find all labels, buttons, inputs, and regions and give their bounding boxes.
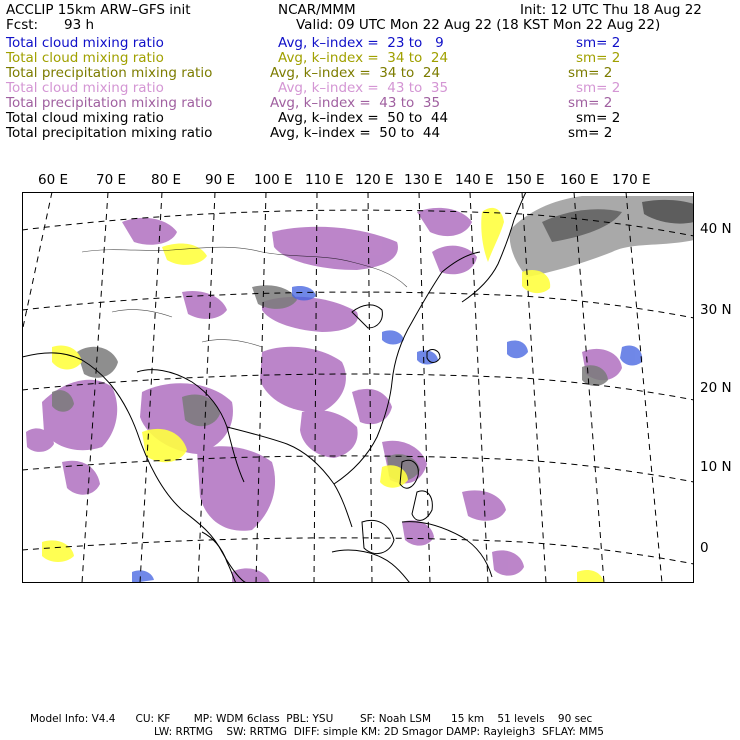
legend-smoothing: sm= 2 [576, 80, 621, 96]
model-physics-line: LW: RRTMG SW: RRTMG DIFF: simple KM: 2D Smagor DAMP: Rayleigh3 SFLAY: MM5 [154, 726, 604, 738]
legend-smoothing: sm= 2 [576, 50, 621, 66]
legend-field-name: Total cloud mixing ratio [6, 80, 164, 96]
legend-k-range: Avg, k–index = 34 to 24 [270, 65, 441, 81]
lon-label-160e: 160 E [560, 172, 599, 188]
lat-label-equator: 0 [700, 540, 709, 556]
legend-k-range: Avg, k–index = 34 to 24 [278, 50, 449, 66]
legend-field-name: Total cloud mixing ratio [6, 50, 164, 66]
legend-field-name: Total cloud mixing ratio [6, 110, 164, 126]
legend-k-range: Avg, k–index = 50 to 44 [270, 125, 441, 141]
forecast-map [22, 192, 694, 583]
legend-smoothing: sm= 2 [576, 35, 621, 51]
lon-label-140e: 140 E [455, 172, 494, 188]
lon-label-60e: 60 E [38, 172, 68, 188]
legend-k-range: Avg, k–index = 43 to 35 [278, 80, 449, 96]
legend-smoothing: sm= 2 [568, 125, 613, 141]
lon-label-100e: 100 E [254, 172, 293, 188]
valid-time-label: Valid: 09 UTC Mon 22 Aug 22 (18 KST Mon 22 Aug 22) [296, 17, 661, 33]
lon-label-150e: 150 E [506, 172, 545, 188]
legend-smoothing: sm= 2 [576, 110, 621, 126]
model-title: ACCLIP 15km ARW–GFS init [6, 2, 191, 18]
legend-smoothing: sm= 2 [568, 95, 613, 111]
legend-k-range: Avg, k–index = 23 to 9 [278, 35, 444, 51]
legend-field-name: Total precipitation mixing ratio [6, 125, 213, 141]
legend-field-name: Total precipitation mixing ratio [6, 95, 213, 111]
forecast-label: Fcst: [6, 17, 39, 33]
legend-field-name: Total precipitation mixing ratio [6, 65, 213, 81]
legend-k-range: Avg, k–index = 43 to 35 [270, 95, 441, 111]
lon-label-170e: 170 E [612, 172, 651, 188]
model-info-line: Model Info: V4.4 CU: KF MP: WDM 6class PBL: YSU SF: Noah LSM 15 km 51 levels 90 sec [30, 713, 593, 725]
lat-label-40n: 40 N [700, 221, 732, 237]
lat-label-30n: 30 N [700, 302, 732, 318]
lat-label-10n: 10 N [700, 459, 732, 475]
lon-label-130e: 130 E [404, 172, 443, 188]
legend-smoothing: sm= 2 [568, 65, 613, 81]
lon-label-80e: 80 E [151, 172, 181, 188]
init-time-label: Init: 12 UTC Thu 18 Aug 22 [520, 2, 702, 18]
legend-k-range: Avg, k–index = 50 to 44 [278, 110, 449, 126]
forecast-hour-value: 93 h [64, 17, 95, 33]
lat-label-20n: 20 N [700, 380, 732, 396]
lon-label-110e: 110 E [305, 172, 344, 188]
lon-label-90e: 90 E [205, 172, 235, 188]
lon-label-120e: 120 E [355, 172, 394, 188]
legend-field-name: Total cloud mixing ratio [6, 35, 164, 51]
lon-label-70e: 70 E [96, 172, 126, 188]
institution-label: NCAR/MMM [278, 2, 356, 18]
